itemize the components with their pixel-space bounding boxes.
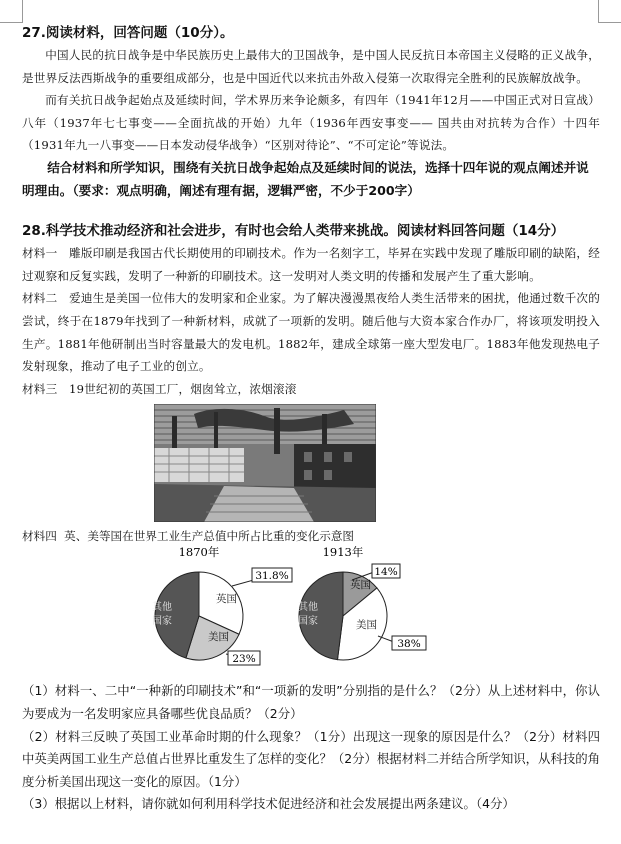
material-1 xyxy=(22,242,600,287)
pie-label-1-2: 其他 xyxy=(298,602,318,614)
material-1-label: 材料一 xyxy=(22,246,58,261)
factory-engraving-image xyxy=(154,404,376,522)
question-27 xyxy=(22,22,600,202)
exam-page xyxy=(22,22,600,816)
question-27-title: 27.阅读材料，回答问题（10分）。 xyxy=(22,25,234,41)
pie-charts-area xyxy=(22,546,600,666)
question-27-material-paragraph-1: 中国人民的抗日战争是中华民族历史上最伟大的卫国战争，是中国人民反抗日本帝国主义侵略的正义战争，是世界反法西斯战争的重要组成部分，也是中国近代以来抗击外敌入侵第一次取得完全胜利的民族解放战争。 xyxy=(22,48,600,85)
pie-label-0-1: 美国 xyxy=(208,631,229,644)
pie-title-0: 1870年 xyxy=(178,546,220,560)
material-3-label: 材料三 xyxy=(22,381,58,396)
pie-label-0-0: 英国 xyxy=(216,593,237,606)
page-corner-mark-left xyxy=(0,0,23,23)
material-4-label: 材料四 xyxy=(22,529,57,544)
pie-label-0-2-line2: 国家 xyxy=(152,616,172,628)
pie-label-1-0: 英国 xyxy=(350,579,371,592)
pie-label-1-2-line2: 国家 xyxy=(298,616,318,628)
sub-question-1: （1）材料一、二中“一种新的印刷技术”和“一项新的发明”分别指的是什么？（2分）从上述材料中，你认为要成为一名发明家应具备哪些优良品质？（2分） xyxy=(22,683,600,721)
question-28-title: 28.科学技术推动经济和社会进步，有时也会给人类带来挑战。阅读材料回答问题（14分） xyxy=(22,223,565,240)
pie-title-1: 1913年 xyxy=(322,546,364,560)
sub-question-2: （2）材料三反映了英国工业革命时期的什么现象？（1分）出现这一现象的原因是什么？（2分）材料四中英美两国工业生产总值占世界比重发生了怎样的变化？（2分）根据材料二并结合所学知识，从科技的角度分析美国出现这一变化的原因。（1分） xyxy=(22,728,600,789)
question-28 xyxy=(22,220,600,816)
pie-value-label-0-1: 23% xyxy=(232,653,256,666)
pie-value-label-0-0: 31.8% xyxy=(255,570,289,583)
sub-question-3: （3）根据以上材料，请你就如何利用科学技术促进经济和社会发展提出两条建议。（4分） xyxy=(22,796,515,812)
pie-label-0-2: 其他 xyxy=(152,602,172,614)
pie-value-label-1-0: 14% xyxy=(374,566,398,579)
sub-questions xyxy=(22,680,600,816)
material-3 xyxy=(22,378,600,401)
material-2-label: 材料二 xyxy=(22,291,58,306)
pie-charts-svg xyxy=(22,546,600,666)
page-corner-mark-right xyxy=(598,0,621,23)
material-3-text: 19世纪初的英国工厂，烟囱耸立，浓烟滚滚 xyxy=(69,381,297,396)
material-2-text: 爱迪生是美国一位伟大的发明家和企业家。为了解决漫漫黑夜给人类生活带来的困扰，他通过数千次的尝试，终于在1879年找到了一种新材料，成就了一项新的发明。随后他与大资本家合作办厂，将该项发明投入生产。1881年他研制出当时容量最大的发电机。1882年，建成全球第一座大型发电厂。1883年他发现热电子发射现象，推动了电子工业的创立。 xyxy=(22,291,600,374)
pie-value-label-1-1: 38% xyxy=(397,638,421,651)
material-4-text: 英、美等国在世界工业生产总值中所占比重的变化示意图 xyxy=(64,529,355,544)
pie-label-1-1: 美国 xyxy=(356,619,377,632)
material-1-text: 雕版印刷是我国古代长期使用的印刷技术。作为一名刻字工，毕昇在实践中发现了雕版印刷的缺陷，经过观察和反复实践，发明了一种新的印刷技术。这一发明对人类文明的传播和发展产生了重大影响。 xyxy=(22,246,600,283)
question-27-task: 结合材料和所学知识，围绕有关抗日战争起始点及延续时间的说法，选择十四年说的观点阐述并说明理由。（要求：观点明确，阐述有理有据，逻辑严密，不少于200字） xyxy=(22,159,589,198)
material-4 xyxy=(22,526,600,546)
question-27-material-paragraph-2: 而有关抗日战争起始点及延续时间，学术界历来争论颇多，有四年（1941年12月——中国正式对日宣战）八年（1937年七七事变——全面抗战的开始）九年（1936年西安事变—— 国共由对抗转为合作）十四年（1931年九一八事变——日本发动侵华战争）“区别对待论”、“不可定论”等说法。 xyxy=(22,93,600,153)
material-2 xyxy=(22,287,600,377)
